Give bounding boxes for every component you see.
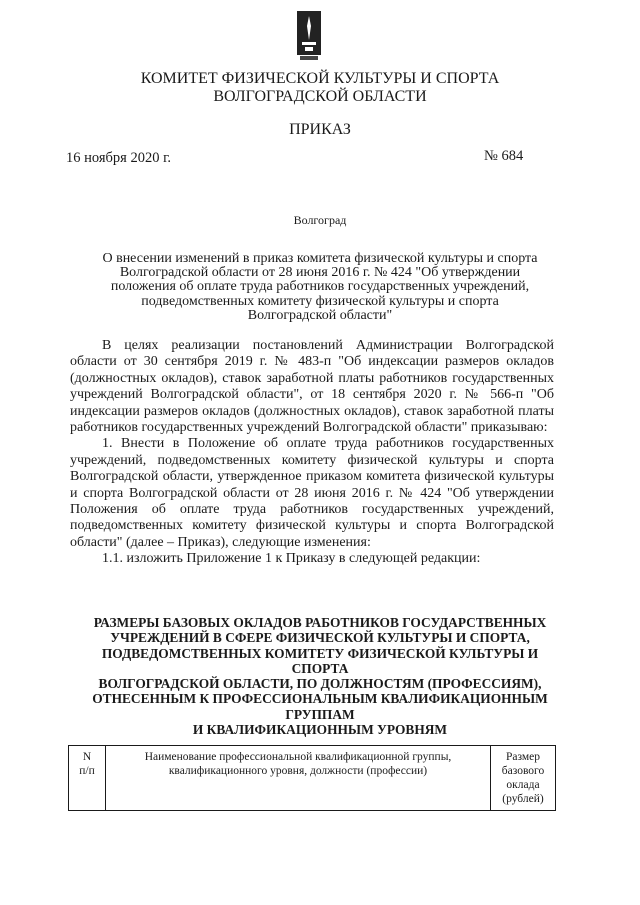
subject-line: О внесении изменений в приказ комитета физической культуры и спорта [102, 251, 538, 266]
order-number: № 684 [484, 148, 524, 164]
subject-line: положения об оплате труда работников государственных учреждений, [110, 279, 530, 295]
header-text: базового [501, 765, 545, 777]
heading-line: ГРУППАМ [285, 706, 355, 722]
header-text: (рублей) [502, 793, 544, 805]
order-body [70, 338, 554, 568]
header-text: квалификационного уровня, должности (профессии) [168, 765, 428, 777]
header-text: N [82, 751, 92, 763]
subject-line: подведомственных комитету физической культуры и спорта [141, 293, 499, 309]
column-header-salary [491, 746, 556, 811]
appendix-heading [80, 615, 560, 737]
body-paragraph-item-1-1: 1.1. изложить Приложение 1 к Приказу в следующей редакции: [102, 551, 481, 567]
subject-line: Волгоградской области" [247, 307, 393, 323]
header-text: Размер [505, 751, 540, 763]
body-paragraph-item-1: 1. Внести в Положение об оплате труда работников государственных учреждений, подведомственных комитету физической культуры и спорта Волгоградской области, утвержденное приказом комитета физической культуры и спорта Волгоградской области от 28 июня 2016 г. № 424 "Об утверждении Положения об оплате труда работников государственных учреждений, подведомственных комитету физической культуры и спорта Волгоградской области" (далее – Приказ), следующие изменения: [70, 436, 554, 550]
header-text: п/п [79, 765, 95, 777]
order-subject [70, 252, 570, 323]
heading-line: ВОЛГОГРАДСКОЙ ОБЛАСТИ, ПО ДОЛЖНОСТЯМ (ПРОФЕССИЯМ), [98, 676, 542, 692]
body-paragraph-preamble: В целях реализации постановлений Администрации Волгоградской области от 30 сентября 2019 г. № 483-п "Об индексации размеров окладов (должностных окладов), ставок заработной платы работников государственных учреждений Волгоградской области", от 18 сентября 2020 г. № 566-п "Об индексации размеров окладов (должностных окладов), ставок заработной платы работников государственных учреждений Волгоградской области" приказываю: [70, 338, 554, 436]
table-header-row [69, 746, 556, 811]
header-text: оклада [506, 779, 540, 791]
heading-line: УЧРЕЖДЕНИЙ В СФЕРЕ ФИЗИЧЕСКОЙ КУЛЬТУРЫ И СПОРТА, [110, 630, 530, 646]
subject-line: Волгоградской области от 28 июня 2016 г. № 424 "Об утверждении [119, 265, 521, 281]
heading-line: РАЗМЕРЫ БАЗОВЫХ ОКЛАДОВ РАБОТНИКОВ ГОСУДАРСТВЕННЫХ [93, 615, 547, 630]
committee-line-2: ВОЛГОГРАДСКОЙ ОБЛАСТИ [213, 88, 427, 105]
header-text: Наименование профессиональной квалификационной группы, [144, 751, 452, 763]
heading-line: И КВАЛИФИКАЦИОННЫМ УРОВНЯМ [192, 722, 448, 738]
committee-name [0, 70, 640, 106]
heading-line: ПОДВЕДОМСТВЕННЫХ КОМИТЕТУ ФИЗИЧЕСКОЙ КУЛЬТУРЫ И СПОРТА [101, 645, 539, 676]
city: Волгоград [293, 213, 347, 227]
column-header-number [69, 746, 106, 811]
coat-of-arms-icon [296, 10, 322, 62]
column-header-name [106, 746, 491, 811]
heading-line: ОТНЕСЕННЫМ К ПРОФЕССИОНАЛЬНЫМ КВАЛИФИКАЦИОННЫМ [92, 691, 548, 707]
committee-line-1: КОМИТЕТ ФИЗИЧЕСКОЙ КУЛЬТУРЫ И СПОРТА [140, 70, 500, 87]
salary-table [68, 745, 556, 811]
order-date: 16 ноября 2020 г. [66, 150, 172, 166]
document-type: ПРИКАЗ [289, 121, 351, 138]
